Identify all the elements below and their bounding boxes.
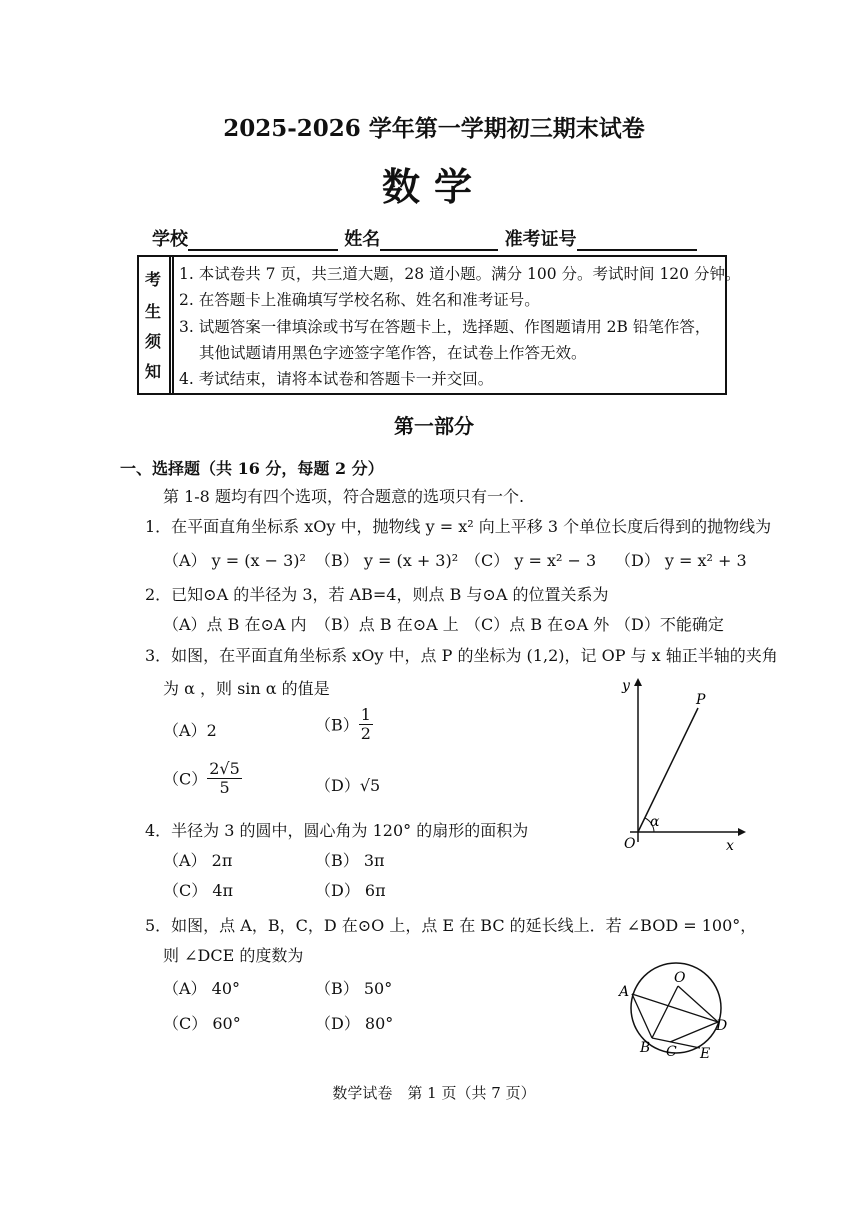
page-footer: 数学试卷 第 1 页（共 7 页）	[332, 1084, 536, 1102]
y-axis-label: y	[622, 678, 630, 694]
point-d-label: D	[716, 1018, 728, 1034]
q4-option-c: （C） 4π	[163, 881, 234, 900]
q4-option-d: （D） 6π	[315, 881, 386, 900]
y-axis-arrow	[634, 678, 642, 686]
q5-option-b: （B） 50°	[315, 979, 393, 998]
segment-ab	[632, 994, 652, 1038]
q4-stem: 4．半径为 3 的圆中，圆心角为 120° 的扇形的面积为	[145, 821, 529, 840]
part-title: 第一部分	[394, 414, 474, 438]
q2-option-b: （B）点 B 在⊙A 上	[315, 615, 459, 634]
q5-stem-line1: 5．如图，点 A，B，C，D 在⊙O 上，点 E 在 BC 的延长线上．若 ∠BOD = 100°，	[145, 916, 757, 935]
point-e-label: E	[700, 1046, 711, 1062]
q5-option-d: （D） 80°	[315, 1014, 394, 1033]
q2-option-c: （C）点 B 在⊙A 外	[465, 615, 610, 634]
notice-item: 3. 试题答案一律填涂或书写在答题卡上，选择题、作图题请用 2B 铅笔作答，	[179, 318, 711, 336]
name-label: 姓名	[344, 229, 381, 250]
q1-stem: 1．在平面直角坐标系 xOy 中，抛物线 y = x² 向上平移 3 个单位长度后得到的抛物线为	[145, 517, 772, 536]
notice-divider	[172, 257, 174, 393]
school-label: 学校	[152, 229, 188, 250]
q3-stem-line1: 3．如图，在平面直角坐标系 xOy 中，点 P 的坐标为 (1,2)，记 OP 与 x 轴正半轴的夹角	[145, 646, 778, 665]
q4-option-a: （A） 2π	[163, 851, 233, 870]
point-a-label: A	[619, 984, 630, 1000]
segment-bo	[652, 986, 678, 1038]
segment-cd	[670, 1022, 718, 1042]
candidate-notice-box	[137, 255, 741, 395]
notice-item: 2. 在答题卡上准确填写学校名称、姓名和准考证号。	[179, 291, 540, 309]
alpha-label: α	[650, 814, 660, 830]
subject-title: 数学	[381, 164, 486, 209]
segment-ad	[632, 994, 718, 1022]
student-info-row	[152, 225, 697, 251]
school-field[interactable]	[188, 229, 338, 251]
origin-label: O	[624, 836, 636, 852]
q5-option-c: （C） 60°	[163, 1014, 241, 1033]
q3-stem-line2: 为 α ，则 sin α 的值是	[163, 679, 330, 698]
section-heading: 一、选择题（共 16 分，每题 2 分）	[120, 459, 384, 478]
notice-side-label: 考 生 须 知	[139, 257, 171, 393]
notice-item: 1. 本试卷共 7 页，共三道大题，28 道小题。满分 100 分。考试时间 120 分钟。	[179, 265, 741, 283]
notice-item: 4. 考试结束，请将本试卷和答题卡一并交回。	[179, 370, 494, 388]
q3-option-d: （D）√5	[315, 776, 381, 795]
notice-item: 其他试题请用黑色字迹签字笔作答，在试卷上作答无效。	[199, 344, 587, 362]
segment-op	[638, 708, 698, 832]
q2-option-a: （A）点 B 在⊙A 内	[163, 615, 307, 634]
point-o-label: O	[674, 970, 686, 986]
q3-option-b: （B） $\frac{1}{2}$	[315, 705, 371, 743]
x-axis-label: x	[726, 838, 734, 854]
exam-id-label: 准考证号	[504, 229, 577, 250]
q1-option-c: （C） y = x² − 3	[465, 551, 597, 570]
q3-option-a: （A）2	[163, 721, 217, 740]
q1-option-a: （A） y = (x − 3)²	[163, 551, 306, 570]
x-axis-arrow	[738, 828, 746, 836]
q5-stem-line2: 则 ∠DCE 的度数为	[163, 946, 304, 965]
q1-option-b: （B） y = (x + 3)²	[315, 551, 459, 570]
q2-stem: 2．已知⊙A 的半径为 3，若 AB=4，则点 B 与⊙A 的位置关系为	[145, 585, 609, 604]
section-intro: 第 1-8 题均有四个选项，符合题意的选项只有一个.	[163, 487, 525, 506]
name-field[interactable]	[380, 229, 498, 251]
q4-option-b: （B） 3π	[315, 851, 385, 870]
exam-title: 2025-2026 学年第一学期初三期末试卷	[223, 115, 645, 142]
point-b-label: B	[640, 1040, 651, 1056]
q1-option-d: （D） y = x² + 3	[615, 551, 747, 570]
point-p-label: P	[696, 692, 706, 708]
exam-id-field[interactable]	[577, 229, 697, 251]
q5-option-a: （A） 40°	[163, 979, 241, 998]
q2-option-d: （D）不能确定	[615, 615, 724, 634]
segment-od	[678, 986, 718, 1022]
point-c-label: C	[666, 1044, 677, 1060]
q5-circle-figure	[610, 960, 750, 1065]
q3-coordinate-figure	[610, 670, 750, 855]
q3-option-c: （C） $\frac{2√5}{5}$	[163, 759, 240, 797]
